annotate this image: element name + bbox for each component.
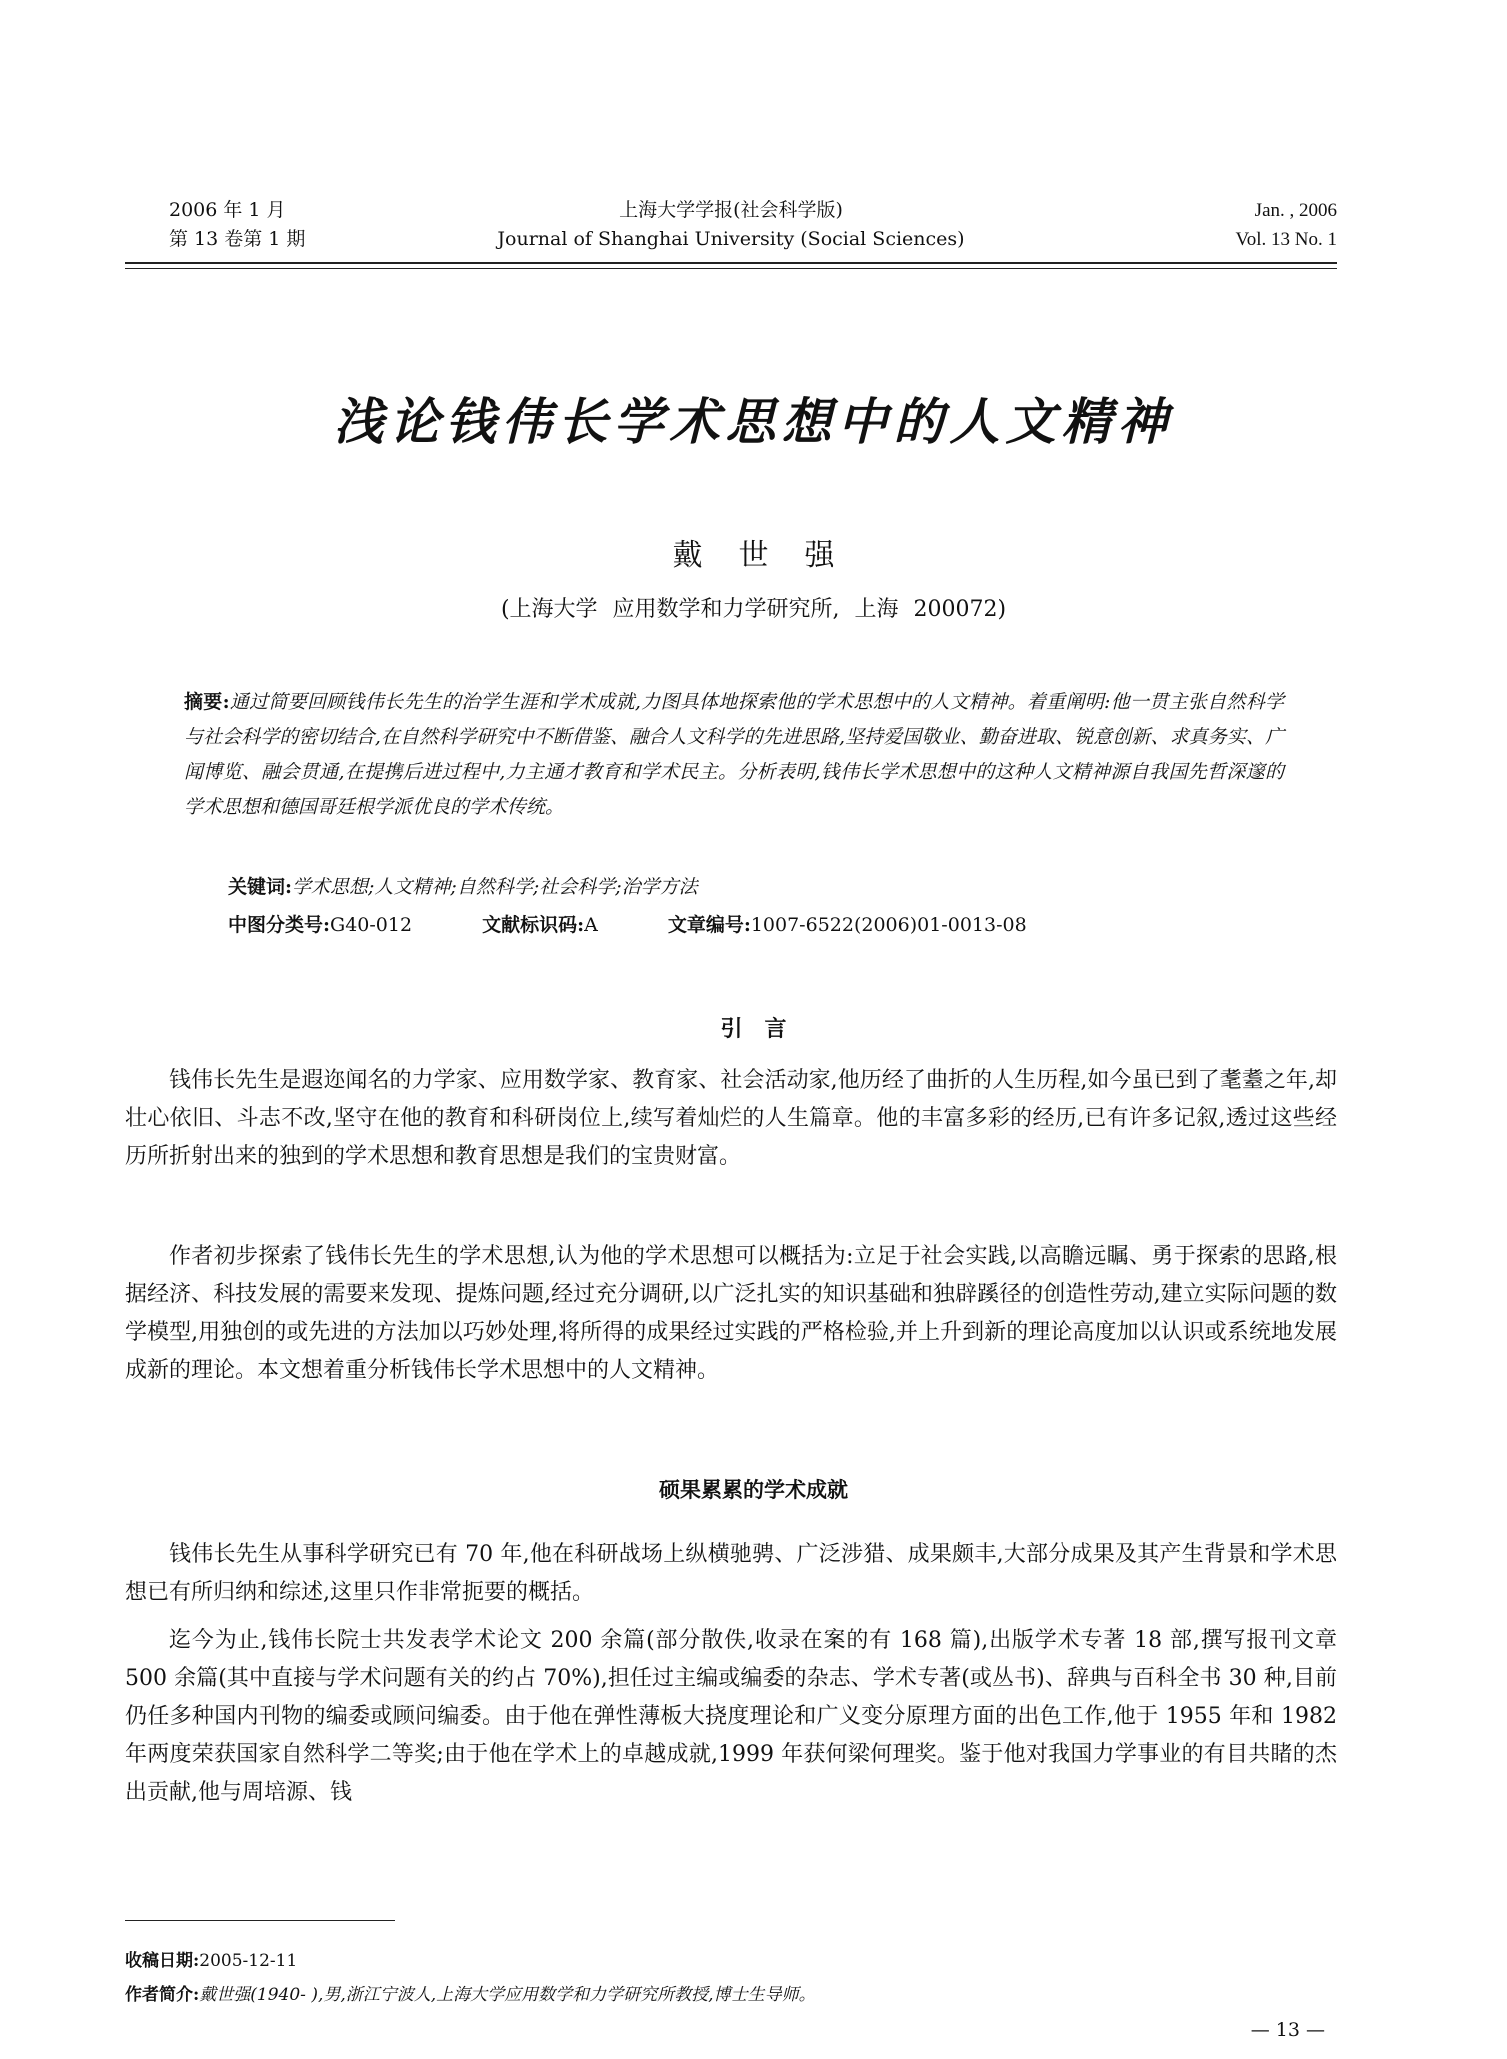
abstract-text: 通过简要回顾钱伟长先生的治学生涯和学术成就,力图具体地探索他的学术思想中的人文精神。着重阐明:他一贯主张自然科学与社会科学的密切结合,在自然科学研究中不断借鉴、融合人文科学的先进思路,坚持爱国敬业、勤奋进取、锐意创新、求真务实、广闻博览、融会贯通,在提携后进过程中,力主通才教育和学术民主。分析表明,钱伟长学术思想中的这种人文精神源自我国先哲深邃的学术思想和德国哥廷根学派优良的学术传统。 [184, 691, 1284, 818]
abstract [184, 685, 1284, 825]
date-cn: 2006 年 1 月 [169, 199, 286, 221]
keywords-label: 关键词: [228, 876, 293, 898]
bio-value: 戴世强(1940- ),男,浙江宁波人,上海大学应用数学和力学研究所教授,博士生导师。 [199, 1985, 816, 2005]
classification-line [228, 910, 1228, 937]
volume-cn: 第 13 卷第 1 期 [169, 228, 306, 250]
running-header [125, 196, 1337, 256]
section-heading-achievements: 硕果累累的学术成就 [659, 1477, 848, 1502]
article-number-value: 1007-6522(2006)01-0013-08 [750, 914, 1027, 936]
journal-name-cn: 上海大学学报(社会科学版) [619, 199, 843, 221]
date-en: Jan. , 2006 [1254, 200, 1337, 221]
clc-label: 中图分类号: [228, 914, 331, 936]
page-number: — 13 — [1250, 2019, 1325, 2041]
section-heading-intro: 引言 [720, 1016, 809, 1042]
abstract-label: 摘要: [184, 691, 230, 713]
header-rule-thin [125, 268, 1337, 269]
doc-code-label: 文献标识码: [482, 914, 585, 936]
volume-en: Vol. 13 No. 1 [1235, 229, 1337, 250]
journal-name [125, 196, 1337, 254]
footnote-rule [125, 1920, 395, 1921]
footnote-author-bio [125, 1980, 816, 2005]
received-value: 2005-12-11 [199, 1951, 298, 1971]
intro-paragraph-2: 作者初步探索了钱伟长先生的学术思想,认为他的学术思想可以概括为:立足于社会实践,以高瞻远瞩、勇于探索的思路,根据经济、科技发展的需要来发现、提炼问题,经过充分调研,以广泛扎实的知识基础和独辟蹊径的创造性劳动,建立实际问题的数学模型,用独创的或先进的方法加以巧妙处理,将所得的成果经过实践的严格检验,并上升到新的理论高度加以认识或系统地发展成新的理论。本文想着重分析钱伟长学术思想中的人文精神。 [125, 1244, 1337, 1383]
header-rule-thick [125, 262, 1337, 264]
doc-code-value: A [584, 914, 598, 936]
journal-name-en: Journal of Shanghai University (Social Sciences) [497, 228, 965, 250]
keywords-text: 学术思想;人文精神;自然科学;社会科学;治学方法 [292, 876, 698, 898]
article-number-label: 文章编号: [667, 914, 751, 936]
achievements-paragraph-1: 钱伟长先生从事科学研究已有 70 年,他在科研战场上纵横驰骋、广泛涉猎、成果颇丰,大部分成果及其产生背景和学术思想已有所归纳和综述,这里只作非常扼要的概括。 [125, 1542, 1337, 1605]
keywords [228, 872, 698, 899]
achievements-paragraph-2: 迄今为止,钱伟长院士共发表学术论文 200 余篇(部分散佚,收录在案的有 168 篇),出版学术专著 18 部,撰写报刊文章 500 余篇(其中直接与学术问题有关的约占 70%),担任过主编或编委的杂志、学术专著(或丛书)、辞典与百科全书 30 种,目前仍任多种国内刊物的编委或顾问编委。由于他在弹性薄板大挠度理论和广义变分原理方面的出色工作,他于 1955 年和 1982 年两度荣获国家自然科学二等奖;由于他在学术上的卓越成就,1999 年获何梁何理奖。鉴于他对我国力学事业的有目共睹的杰出贡献,他与周培源、钱 [125, 1628, 1337, 1805]
footnote-received [125, 1946, 297, 1971]
intro-paragraph-1: 钱伟长先生是遐迩闻名的力学家、应用数学家、教育家、社会活动家,他历经了曲折的人生历程,如今虽已到了耄耋之年,却壮心依旧、斗志不改,坚守在他的教育和科研岗位上,续写着灿烂的人生篇章。他的丰富多彩的经历,已有许多记叙,透过这些经历所折射出来的独到的学术思想和教育思想是我们的宝贵财富。 [125, 1068, 1337, 1169]
bio-label: 作者简介: [125, 1985, 200, 2005]
received-label: 收稿日期: [125, 1951, 200, 1971]
author-name: 戴世强 [672, 538, 871, 573]
author-affiliation: (上海大学 应用数学和力学研究所, 上海 200072) [500, 597, 1007, 622]
issue-date-right [1235, 196, 1337, 254]
clc-value: G40-012 [330, 914, 413, 936]
paper-title: 浅论钱伟长学术思想中的人文精神 [333, 392, 1174, 451]
